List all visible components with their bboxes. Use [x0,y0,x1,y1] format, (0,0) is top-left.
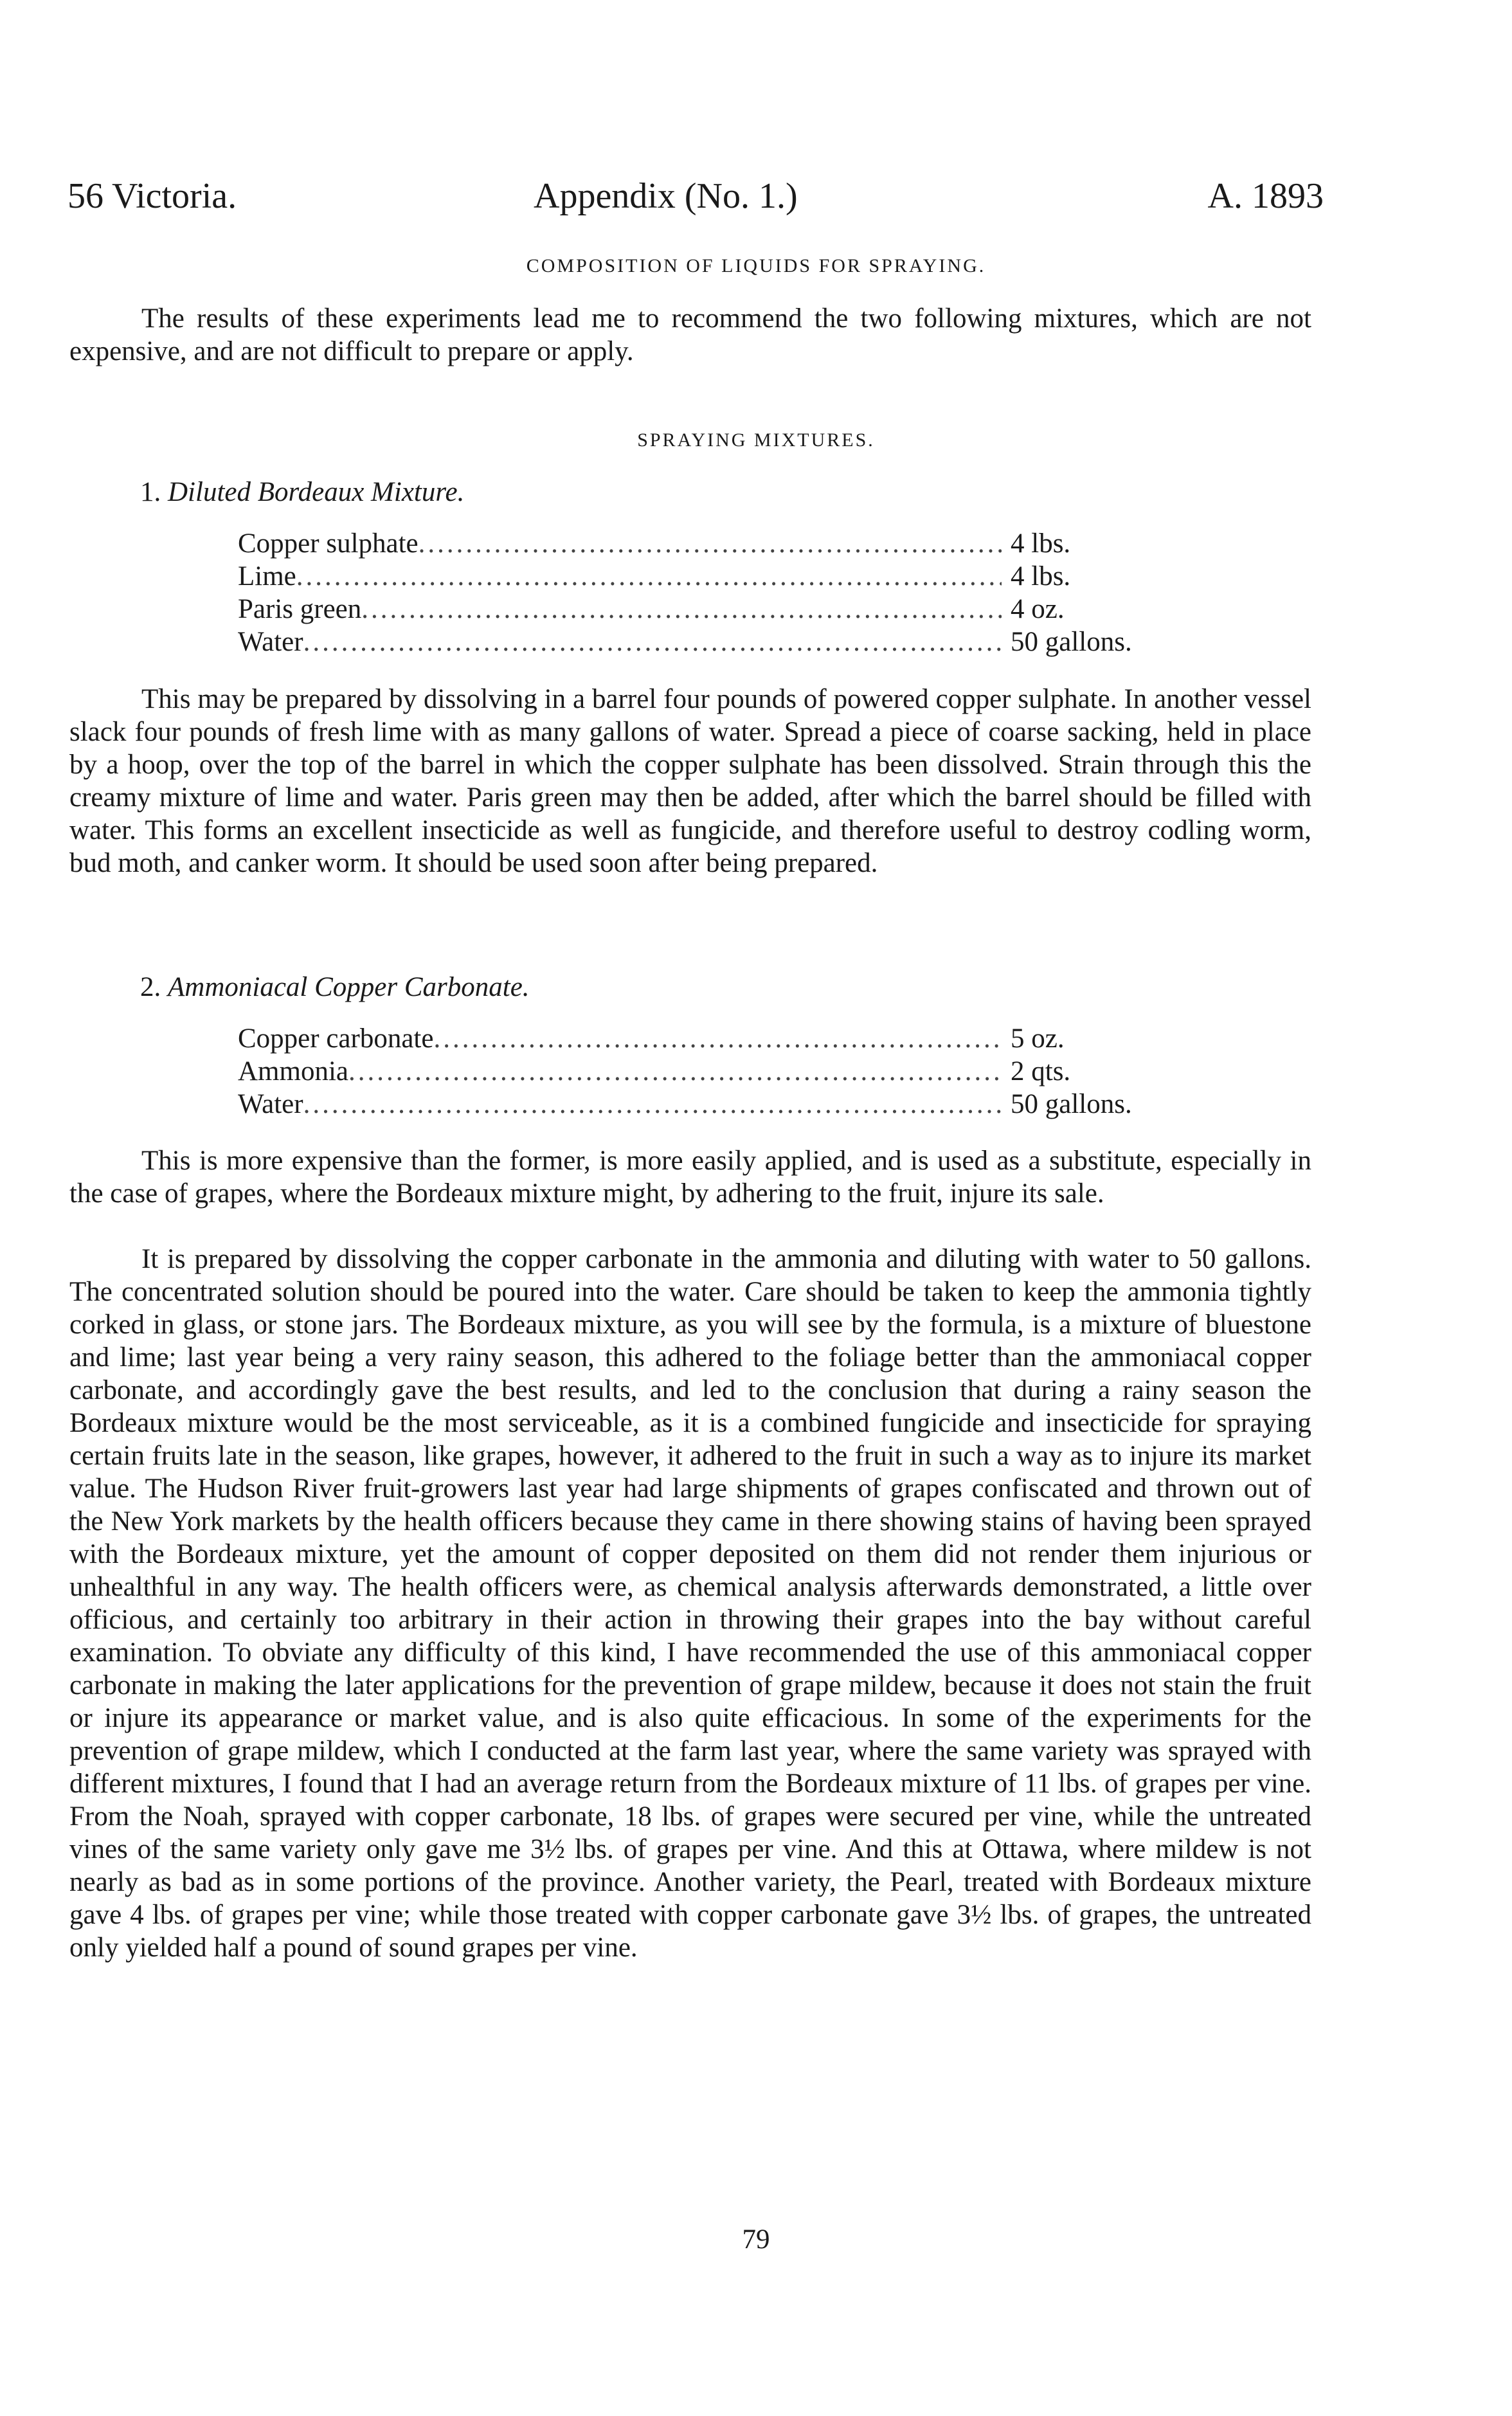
ingredient-qty: 50 gallons. [1011,627,1132,657]
mixture1-number: 1. [140,477,161,507]
mixture2-description: This is more expensive than the former, is more easily applied, and is used as a substitute, especially in the case of grapes, where the Bordeaux mixture might, by adhering to the fruit, injure its sale. [69,1146,1311,1209]
ingredient-qty: 50 gallons. [1011,1089,1132,1119]
dot-leader [303,1088,1002,1121]
recipe-row [238,560,1170,593]
ingredient-name: Water [238,1089,303,1119]
recipe-row [238,1055,1170,1088]
header-session: 56 Victoria. [68,176,237,216]
ingredient-name: Copper sulphate [238,528,419,559]
dot-leader [419,527,1002,560]
recipe-row [238,1022,1170,1055]
ingredient-qty: 4 lbs. [1011,528,1071,559]
ingredient-qty: 5 oz. [1011,1023,1065,1054]
ingredient-name: Water [238,627,303,657]
recipe-row [238,527,1170,560]
page-title: COMPOSITION OF LIQUIDS FOR SPRAYING. [526,255,986,276]
mixture2-body: It is prepared by dissolving the copper carbonate in the ammonia and diluting with water to 50 gallons. The concentrated solution should be poured into the water. Care should be taken to keep the ammonia tightly corked in glass, or stone jars. The Bordeaux mixture, as you will see by the formula, is a mixture of bluestone and lime; last year being a very rainy season, this adhered to the foliage better than the ammoniacal copper carbonate, and accordingly gave the best results, and led to the conclusion that during a rainy season the Bordeaux mixture would be the most serviceable, as it is a combined fungicide and insecticide for spraying certain fruits late in the season, like grapes, however, it adhered to the fruit in such a way as to injure its market value. The Hudson River fruit-growers last year had large shipments of grapes confiscated and thrown out of the New York markets by the health officers because they came in there showing stains of having been sprayed with the Bordeaux mixture, yet the amount of copper deposited on them did not render them injurious or unhealthful in any way. The health officers were, as chemical analysis afterwards demonstrated, a little over officious, and certainly too arbitrary in their action in throwing their grapes into the bay without careful examination. To obviate any difficulty of this kind, I have recommended the use of this ammoniacal copper carbonate in making the later applications for the prevention of grape mildew, because it does not stain the fruit or injure its appearance or market value, and is also quite efficacious. In some of the experiments for the prevention of grape mildew, which I conducted at the farm last year, where the same variety was sprayed with different mixtures, I found that I had an average return from the Bordeaux mixture of 11 lbs. of grapes per vine. From the Noah, sprayed with copper carbonate, 18 lbs. of grapes were secured per vine, while the untreated vines of the same variety only gave me 3½ lbs. of grapes per vine. And this at Ottawa, where mildew is not nearly as bad as in some portions of the province. Another variety, the Pearl, treated with Bordeaux mixture gave 4 lbs. of grapes per vine; while those treated with copper carbonate gave 3½ lbs. of grapes, the untreated only yielded half a pound of sound grapes per vine. [69,1244,1311,1963]
recipe-row [238,1088,1170,1121]
intro-paragraph: The results of these experiments lead me to recommend the two following mixtures, which are not expensive, and are not difficult to prepare or apply. [69,303,1311,366]
dot-leader [296,560,1002,593]
dot-leader [303,626,1002,658]
mixture1-recipe [238,527,1170,658]
mixture1-heading [140,476,464,509]
mixture1-description: This may be prepared by dissolving in a barrel four pounds of powered copper sulphate. In another vessel slack four pounds of fresh lime with as many gallons of water. Spread a piece of coarse sacking, held in place by a hoop, over the top of the barrel in which the copper sulphate has been dissolved. Strain through this the creamy mixture of lime and water. Paris green may then be added, after which the barrel should be filled with water. This forms an excellent insecticide as well as fungicide, and therefore useful to destroy codling worm, bud moth, and canker worm. It should be used soon after being prepared. [69,684,1311,878]
dot-leader [361,593,1002,626]
mixture2-name: Ammoniacal Copper Carbonate. [168,972,530,1002]
page-number: 79 [742,2224,770,2255]
header-appendix: Appendix (No. 1.) [534,176,798,216]
recipe-row [238,593,1170,626]
dot-leader [433,1022,1002,1055]
mixture2-heading [140,971,530,1004]
ingredient-qty: 2 qts. [1011,1056,1071,1086]
mixture2-number: 2. [140,972,161,1002]
dot-leader [348,1055,1002,1088]
mixture2-recipe [238,1022,1170,1121]
header-year: A. 1893 [1207,176,1324,216]
recipe-row [238,626,1170,658]
ingredient-name: Copper carbonate [238,1023,434,1054]
ingredient-qty: 4 lbs. [1011,561,1071,591]
running-header [0,174,1512,219]
mixture1-name: Diluted Bordeaux Mixture. [168,477,465,507]
ingredient-name: Ammonia [238,1056,348,1086]
ingredient-name: Paris green [238,594,362,624]
ingredient-qty: 4 oz. [1011,594,1065,624]
section-title: SPRAYING MIXTURES. [637,429,875,451]
ingredient-name: Lime [238,561,296,591]
